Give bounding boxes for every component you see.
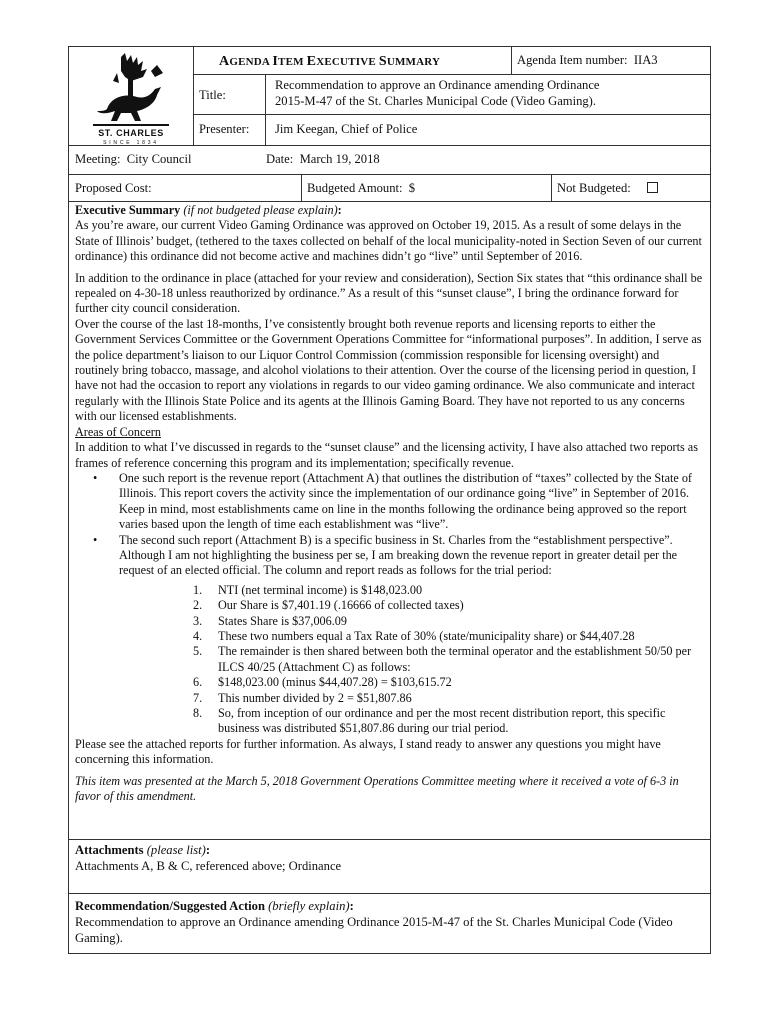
header-row-divider xyxy=(193,74,711,75)
list-item xyxy=(75,583,705,598)
attachments-top xyxy=(69,839,711,840)
form-title-ummary: UMMARY xyxy=(386,56,441,68)
form-title-tem: TEM xyxy=(278,56,307,68)
city-logo xyxy=(91,51,171,146)
summary-heading-line xyxy=(75,203,705,218)
meeting-label: Meeting: xyxy=(75,152,121,166)
not-budgeted-field xyxy=(557,181,658,197)
recommendation-text: Recommendation to approve an Ordinance amending Ordinance 2015-M-47 of the St. Charles Municipal Code (Video Gaming). xyxy=(75,915,673,945)
list-text: NTI (net terminal income) is $148,023.00 xyxy=(218,582,423,597)
list-text: This number divided by 2 = $51,807.86 xyxy=(218,690,412,705)
cost-divider-2 xyxy=(551,174,552,201)
form-title-s: S xyxy=(378,54,387,69)
not-budgeted-checkbox[interactable] xyxy=(647,182,658,193)
executive-summary-section xyxy=(75,203,705,804)
summary-top xyxy=(69,201,711,202)
logo-divider xyxy=(193,47,194,145)
fox-tree-logo-icon xyxy=(91,51,171,131)
list-number: 2. xyxy=(193,598,203,613)
meeting-value: City Council xyxy=(126,152,192,166)
list-number: 6. xyxy=(193,675,203,690)
cost-divider-1 xyxy=(301,174,302,201)
list-number: 7. xyxy=(193,690,203,705)
list-item xyxy=(75,614,705,629)
recommendation-heading-line xyxy=(75,898,705,914)
agenda-item-label: Agenda Item number: xyxy=(517,53,628,67)
recommendation-heading-colon: : xyxy=(349,899,354,913)
summary-paragraph-2: In addition to the ordinance in place (attached for your review and consideration), Section Six states that “this ordinance shall be repealed on 4-30-18 unless reauthorized by ordinance.” As a result of this “sunset clause”, I bring the ordinance forward for further city council consideration. xyxy=(75,270,703,316)
list-item xyxy=(75,644,705,675)
committee-vote-note: This item was presented at the March 5, 2018 Government Operations Committee meeting where it received a vote of 6-3 in favor of this amendment. xyxy=(75,773,679,804)
attachments-heading-line xyxy=(75,842,705,858)
agenda-number-divider xyxy=(511,47,512,74)
list-item xyxy=(75,675,705,690)
budgeted-amount-label: Budgeted Amount: xyxy=(307,181,403,195)
presenter-value: Jim Keegan, Chief of Police xyxy=(275,122,418,136)
list-item xyxy=(75,706,705,737)
recommendation-top xyxy=(69,893,711,894)
list-number: 5. xyxy=(193,644,203,659)
agenda-item-value: IIA3 xyxy=(633,53,658,67)
cost-row-top xyxy=(69,174,711,175)
areas-of-concern-heading: Areas of Concern xyxy=(75,424,161,439)
title-line-1: Recommendation to approve an Ordinance amending Ordinance xyxy=(275,78,600,92)
title-value xyxy=(275,78,705,109)
list-text: These two numbers equal a Tax Rate of 30% (state/municipality share) or $44,407.28 xyxy=(218,628,635,643)
summary-heading: Executive Summary xyxy=(75,203,181,217)
attachments-heading: Attachments xyxy=(75,843,144,857)
summary-heading-note: (if not budgeted please explain) xyxy=(183,203,338,217)
list-number: 1. xyxy=(193,582,203,597)
list-text: States Share is $37,006.09 xyxy=(218,613,347,628)
executive-summary-form xyxy=(68,46,711,954)
recommendation-section xyxy=(75,898,705,946)
summary-paragraph-5: Please see the attached reports for further information. As always, I stand ready to answer any questions you might have concerning this information. xyxy=(75,736,661,767)
form-title-a: A xyxy=(219,54,230,69)
list-item: • One such report is the revenue report (Attachment A) that outlines the distribution of “taxes” collected by the State of Illinois. This report covers the activity since the implementation of our ordinance going “live” in September of 2016. Keep in mind, most establishments came on line in the months following the ordinance being approved so the report varies based upon the length of time each establishment was “live”. xyxy=(119,471,705,533)
list-text: $148,023.00 (minus $44,407.28) = $103,615.72 xyxy=(218,675,452,690)
form-title-genda: GENDA xyxy=(229,56,273,68)
revenue-breakdown-list xyxy=(75,583,705,737)
attachments-text: Attachments A, B & C, referenced above; Ordinance xyxy=(75,859,342,873)
budgeted-amount-field xyxy=(307,181,415,197)
meeting-field xyxy=(75,152,192,168)
list-number: 4. xyxy=(193,628,203,643)
list-text: Our Share is $7,401.19 (.16666 of collected taxes) xyxy=(218,598,464,613)
list-item xyxy=(75,629,705,644)
list-number: 8. xyxy=(193,706,203,720)
date-label: Date: xyxy=(266,152,294,166)
list-number: 3. xyxy=(193,613,203,628)
budgeted-amount-value: $ xyxy=(408,181,416,195)
form-title-i: I xyxy=(272,54,279,69)
attachments-heading-colon: : xyxy=(205,843,211,857)
date-field xyxy=(266,152,380,168)
list-item xyxy=(75,598,705,613)
title-row-divider xyxy=(193,114,711,115)
agenda-item-number xyxy=(517,53,658,69)
list-item xyxy=(75,691,705,706)
logo-city-name: ST. CHARLES xyxy=(98,128,164,138)
summary-paragraph-3: Over the course of the last 18-months, I’ve consistently brought both revenue reports and licensing reports to either the Government Services Committee or the Government Operations Committee for “informational purposes”. In addition, I serve as the police department’s liaison to our Liquor Control Commission (commission responsible for licensing oversight) and routinely bring tobacco, massage, and alcohol violations to their attention. Over the course of the licensing period in question, I have not had the occasion to report any violations in regards to our video gaming ordinance. We also communicate and interact regularly with the Illinois State Police and its agents at the Illinois Gaming Board. They have not reported to us any concerns with our licensed establishments. xyxy=(75,316,702,424)
attachments-heading-note: (please list) xyxy=(146,843,206,857)
not-budgeted-label: Not Budgeted: xyxy=(557,181,631,195)
summary-paragraph-1: As you’re aware, our current Video Gaming Ordinance was approved on October 19, 2015. As a result of some delays in the State of Illinois’ budget, (tethered to the taxes collected on behalf of the local municipality-noted in Section Seven of our current ordinance) this ordinance did not become active and machines didn’t go “live” until September of 2016. xyxy=(75,218,702,264)
summary-paragraph-4: In addition to what I’ve discussed in regards to the “sunset clause” and the licensing activity, I have also attached two reports as frames of reference concerning this program and its implementation; specifically revenue. xyxy=(75,440,698,470)
form-title xyxy=(219,54,509,70)
date-value: March 19, 2018 xyxy=(299,152,380,166)
title-label: Title: xyxy=(199,88,226,102)
form-title-e: E xyxy=(306,54,317,69)
summary-heading-colon: : xyxy=(337,203,342,217)
list-item: • The second such report (Attachment B) is a specific business in St. Charles from the “establishment perspective”. Although I am not highlighting the business per se, I am breaking down the revenue report in greater detail per the request of an elected official. The column and report reads as follows for the trial period: xyxy=(119,533,705,579)
logo-since: SINCE 1834 xyxy=(103,140,159,146)
list-text: So, from inception of our ordinance and per the most recent distribution report, this specific business was distributed $51,807.86 during our trial period. xyxy=(218,706,666,736)
recommendation-heading-note: (briefly explain) xyxy=(268,899,350,913)
report-bullet-list xyxy=(75,471,705,579)
list-text: The remainder is then shared between both the terminal operator and the establishment 50/50 per ILCS 40/25 (Attachment C) as follows: xyxy=(218,644,692,674)
recommendation-heading: Recommendation/Suggested Action xyxy=(75,899,265,913)
attachments-section xyxy=(75,842,705,874)
presenter-label: Presenter: xyxy=(199,122,250,136)
proposed-cost-label: Proposed Cost: xyxy=(75,181,152,195)
title-line-2: 2015-M-47 of the St. Charles Municipal Code (Video Gaming). xyxy=(275,93,597,108)
form-title-xecutive: XECUTIVE xyxy=(316,56,379,68)
label-column-divider xyxy=(265,74,266,145)
